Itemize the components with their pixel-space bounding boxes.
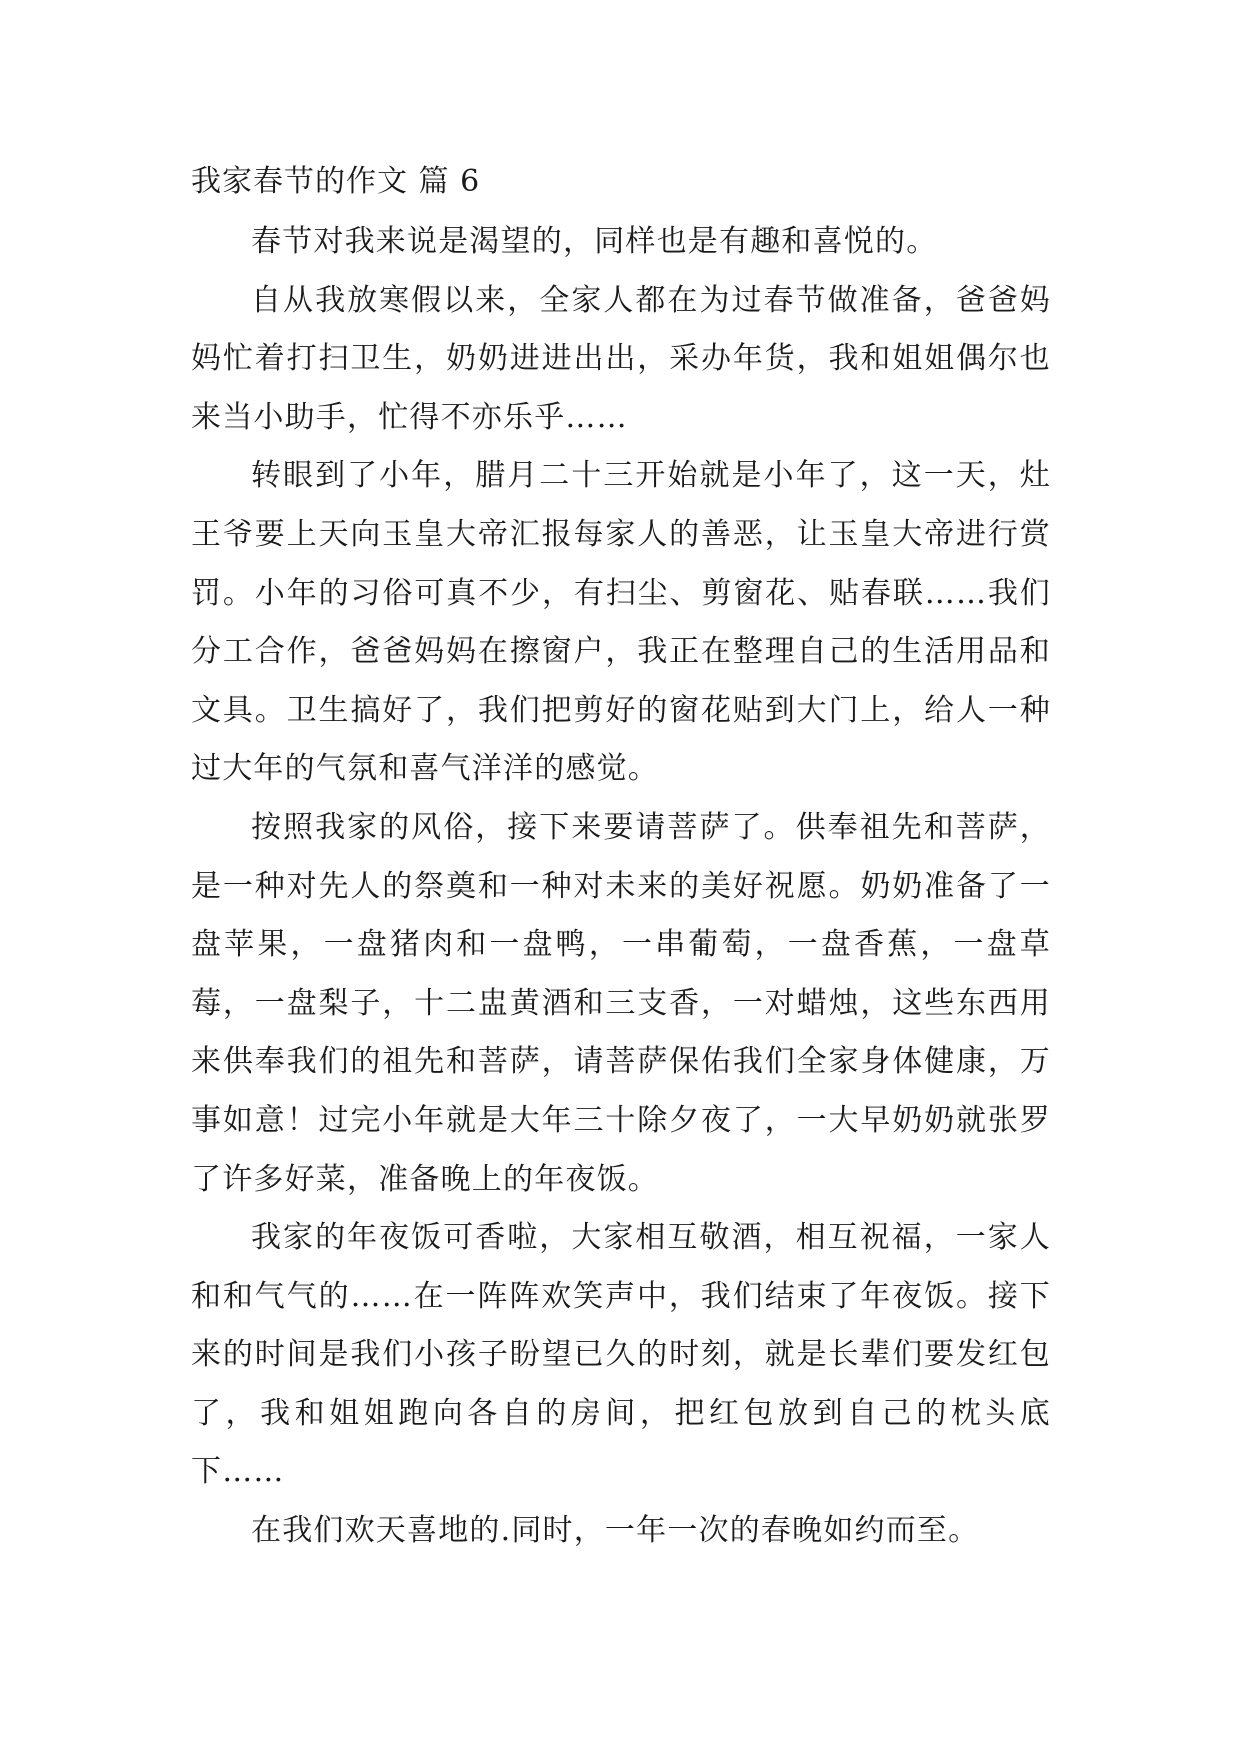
paragraph: 我家的年夜饭可香啦，大家相互敬酒，相互祝福，一家人和和气气的……在一阵阵欢笑声中，我们结束了年夜饭。接下来的时间是我们小孩子盼望已久的时刻，就是长辈们要发红包了，我和姐姐跑向各自的房间，把红包放到自己的枕头底下……	[191, 1220, 1051, 1490]
paragraph: 春节对我来说是渴望的，同样也是有趣和喜悦的。	[251, 224, 938, 259]
document-page	[191, 160, 1051, 1561]
document-title: 我家春节的作文 篇 6	[191, 164, 481, 199]
paragraph: 转眼到了小年，腊月二十三开始就是小年了，这一天，灶王爷要上天向玉皇大帝汇报每家人的善恶，让玉皇大帝进行赏罚。小年的习俗可真不少，有扫尘、剪窗花、贴春联……我们分工合作，爸爸妈妈在擦窗户，我正在整理自己的生活用品和文具。卫生搞好了，我们把剪好的窗花贴到大门上，给人一种过大年的气氛和喜气洋洋的感觉。	[191, 458, 1051, 787]
paragraph: 在我们欢天喜地的.同时，一年一次的春晚如约而至。	[251, 1513, 980, 1549]
paragraph: 自从我放寒假以来，全家人都在为过春节做准备，爸爸妈妈忙着打扫卫生，奶奶进进出出，采办年货，我和姐姐偶尔也来当小助手，忙得不亦乐乎……	[191, 282, 1051, 435]
paragraph: 按照我家的风俗，接下来要请菩萨了。供奉祖先和菩萨，是一种对先人的祭奠和一种对未来的美好祝愿。奶奶准备了一盘苹果，一盘猪肉和一盘鸭，一串葡萄，一盘香蕉，一盘草莓，一盘梨子，十二盅黄酒和三支香，一对蜡烛，这些东西用来供奉我们的祖先和菩萨，请菩萨保佑我们全家身体健康，万事如意！过完小年就是大年三十除夕夜了，一大早奶奶就张罗了许多好菜，准备晚上的年夜饭。	[191, 809, 1051, 1197]
